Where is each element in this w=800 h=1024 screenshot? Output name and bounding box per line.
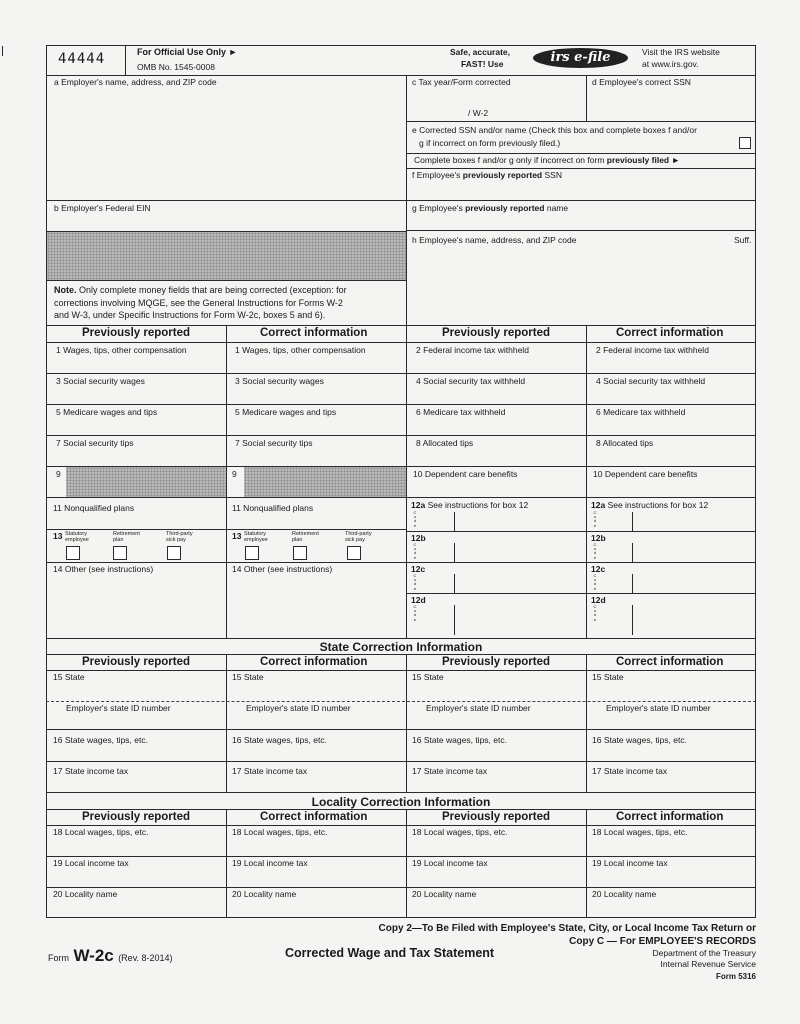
box-20-prev-1-label: 20 Locality name xyxy=(53,889,118,899)
box-19-correct-1-label: 19 Local income tax xyxy=(232,858,308,868)
box-b-label: b Employer's Federal EIN xyxy=(54,203,151,213)
form-number: Form 5316 xyxy=(715,972,756,981)
box-18-prev-2-label: 18 Local wages, tips, etc. xyxy=(412,827,508,837)
state-id-prev-1-label: Employer's state ID number xyxy=(66,703,171,713)
box-13-prev-retirement-label: Retirement plan xyxy=(113,531,140,543)
form-statement-title: Corrected Wage and Tax Statement xyxy=(285,946,495,960)
box-12b-correct-label: 12b xyxy=(591,533,606,543)
copy-c-label: Copy C — For EMPLOYEE'S RECORDS xyxy=(569,936,756,947)
omb-number: OMB No. 1545-0008 xyxy=(137,62,215,72)
box-b-field[interactable] xyxy=(48,214,404,230)
box-4-prev-label: 4 Social security tax withheld xyxy=(416,376,526,386)
state-col-correct-2: Correct information xyxy=(616,656,724,668)
box-13-prev-statutory-label: Statutory employee xyxy=(65,531,89,543)
box-3-correct-label: 3 Social security wages xyxy=(235,376,324,386)
box-8-correct-label: 8 Allocated tips xyxy=(596,438,654,448)
control-number: 44444 xyxy=(58,51,106,67)
box-a-field[interactable] xyxy=(48,90,404,198)
visit-irs-2: at www.irs.gov. xyxy=(642,59,699,69)
col-header-correct-2: Correct information xyxy=(616,327,724,339)
box-20-correct-2-label: 20 Locality name xyxy=(592,889,657,899)
locality-col-prev-1: Previously reported xyxy=(82,811,191,823)
box-f-label: f Employee's previously reported SSN xyxy=(412,170,562,180)
box-11-correct-label: 11 Nonqualified plans xyxy=(232,503,314,513)
box-c-label: c Tax year/Form corrected xyxy=(412,77,511,87)
box-10-correct-label: 10 Dependent care benefits xyxy=(593,469,698,479)
box-4-correct-label: 4 Social security tax withheld xyxy=(596,376,706,386)
box-12d-prev-label: 12d xyxy=(411,595,426,605)
box-13-correct-statutory-checkbox[interactable] xyxy=(245,546,259,560)
safe-text-1: Safe, accurate, xyxy=(450,47,511,57)
box-12a-correct-label: 12a See instructions for box 12 xyxy=(591,500,709,510)
box-9-prev-label: 9 xyxy=(56,469,61,479)
shaded-area-top xyxy=(47,232,406,280)
state-col-prev-2: Previously reported xyxy=(442,656,551,668)
state-id-correct-1-label: Employer's state ID number xyxy=(246,703,351,713)
box-3-prev-label: 3 Social security wages xyxy=(56,376,145,386)
state-section-title: State Correction Information xyxy=(319,640,483,654)
box-7-correct-label: 7 Social security tips xyxy=(235,438,313,448)
box-16-prev-2-label: 16 State wages, tips, etc. xyxy=(412,735,507,745)
box-13-correct-thirdparty-checkbox[interactable] xyxy=(347,546,361,560)
box-9-correct-shaded xyxy=(244,467,406,497)
locality-col-correct-2: Correct information xyxy=(616,811,724,823)
box-6-correct-label: 6 Medicare tax withheld xyxy=(596,407,686,417)
box-1-correct-label: 1 Wages, tips, other compensation xyxy=(235,345,366,355)
copy-2-label: Copy 2—To Be Filed with Employee's State, City, or Local Income Tax Return or xyxy=(378,923,756,934)
money-fields-note: Note. Only complete money fields that are being corrected (exception: for corrections involving MQGE, see the General Instructions for Forms W-2 and W-3, under Specific Instructions for Form W-2c, boxes 5 and 6). xyxy=(54,285,347,320)
box-c-form: / W-2 xyxy=(468,108,489,118)
box-g-label: g Employee's previously reported name xyxy=(412,203,569,213)
box-d-field[interactable] xyxy=(588,90,754,120)
box-13-correct-thirdparty-label: Third-party sick pay xyxy=(345,531,372,543)
box-17-prev-1-label: 17 State income tax xyxy=(53,766,129,776)
box-12c-correct-label: 12c xyxy=(591,564,606,574)
box-12c-correct-code: C o d e xyxy=(593,573,597,591)
box-5-prev-label: 5 Medicare wages and tips xyxy=(56,407,158,417)
locality-col-correct-1: Correct information xyxy=(260,811,368,823)
col-header-prev-1: Previously reported xyxy=(82,327,191,339)
box-7-prev-label: 7 Social security tips xyxy=(56,438,134,448)
box-h-field[interactable] xyxy=(408,248,754,324)
box-1-prev-label: 1 Wages, tips, other compensation xyxy=(56,345,187,355)
box-12c-prev-label: 12c xyxy=(411,564,426,574)
box-19-prev-2-label: 19 Local income tax xyxy=(412,858,488,868)
box-g-field[interactable] xyxy=(408,214,754,229)
box-12a-correct-code: C o d e xyxy=(593,510,597,528)
box-18-prev-1-label: 18 Local wages, tips, etc. xyxy=(53,827,149,837)
box-13-prev-statutory-checkbox[interactable] xyxy=(66,546,80,560)
dept-treasury: Department of the Treasury xyxy=(652,948,756,958)
box-a-label: a Employer's name, address, and ZIP code xyxy=(54,77,217,87)
state-id-prev-2-label: Employer's state ID number xyxy=(426,703,531,713)
box-12b-prev-label: 12b xyxy=(411,533,426,543)
box-6-prev-label: 6 Medicare tax withheld xyxy=(416,407,506,417)
box-e-label-1: e Corrected SSN and/or name (Check this box and complete boxes f and/or xyxy=(412,125,697,135)
box-e-label-2: g if incorrect on form previously filed.) xyxy=(419,138,561,148)
box-18-correct-1-label: 18 Local wages, tips, etc. xyxy=(232,827,328,837)
box-2-prev-label: 2 Federal income tax withheld xyxy=(416,345,529,355)
box-17-correct-2-label: 17 State income tax xyxy=(592,766,668,776)
box-15-prev-2-label: 15 State xyxy=(412,672,444,682)
box-d-label: d Employee's correct SSN xyxy=(592,77,691,87)
col-header-correct-1: Correct information xyxy=(260,327,368,339)
form-name: Form W-2c (Rev. 8-2014) xyxy=(48,946,173,965)
box-12d-correct-code: C o d e xyxy=(593,604,597,622)
box-12c-prev-code: C o d e xyxy=(413,573,417,591)
box-13-prev-label: 13 xyxy=(53,531,63,541)
box-f-field[interactable] xyxy=(408,182,754,199)
box-12d-prev-code: C o d e xyxy=(413,604,417,622)
box-17-correct-1-label: 17 State income tax xyxy=(232,766,308,776)
box-h-suffix-label: Suff. xyxy=(734,235,752,245)
state-col-prev-1: Previously reported xyxy=(82,656,191,668)
box-e-checkbox[interactable] xyxy=(739,137,751,149)
box-13-correct-retirement-label: Retirement plan xyxy=(292,531,319,543)
safe-text-2: FAST! Use xyxy=(461,59,504,69)
box-13-correct-statutory-label: Statutory employee xyxy=(244,531,268,543)
visit-irs-1: Visit the IRS website xyxy=(642,47,720,57)
complete-boxes-note: Complete boxes f and/or g only if incorrect on form previously filed ► xyxy=(414,155,680,165)
box-13-prev-thirdparty-label: Third-party sick pay xyxy=(166,531,193,543)
box-17-prev-2-label: 17 State income tax xyxy=(412,766,488,776)
box-h-label: h Employee's name, address, and ZIP code xyxy=(412,235,577,245)
locality-col-prev-2: Previously reported xyxy=(442,811,551,823)
box-14-prev-label: 14 Other (see instructions) xyxy=(53,564,154,574)
box-15-correct-2-label: 15 State xyxy=(592,672,624,682)
col-header-prev-2: Previously reported xyxy=(442,327,551,339)
locality-section-title: Locality Correction Information xyxy=(311,795,491,809)
box-13-prev-thirdparty-checkbox[interactable] xyxy=(167,546,181,560)
state-col-correct-1: Correct information xyxy=(260,656,368,668)
box-5-correct-label: 5 Medicare wages and tips xyxy=(235,407,337,417)
box-9-correct-label: 9 xyxy=(232,469,237,479)
box-11-prev-label: 11 Nonqualified plans xyxy=(53,503,135,513)
box-13-correct-retirement-checkbox[interactable] xyxy=(293,546,307,560)
state-id-correct-2-label: Employer's state ID number xyxy=(606,703,711,713)
box-12a-prev-code: C o d e xyxy=(413,510,417,528)
box-18-correct-2-label: 18 Local wages, tips, etc. xyxy=(592,827,688,837)
box-16-prev-1-label: 16 State wages, tips, etc. xyxy=(53,735,148,745)
box-c-field[interactable] xyxy=(408,90,584,120)
box-13-correct-label: 13 xyxy=(232,531,242,541)
box-10-prev-label: 10 Dependent care benefits xyxy=(413,469,518,479)
box-12a-prev-label: 12a See instructions for box 12 xyxy=(411,500,529,510)
box-16-correct-2-label: 16 State wages, tips, etc. xyxy=(592,735,687,745)
box-19-correct-2-label: 19 Local income tax xyxy=(592,858,668,868)
irs-efile-logo: irs e-file xyxy=(533,48,628,68)
box-12d-correct-label: 12d xyxy=(591,595,606,605)
official-use-label: For Official Use Only ► xyxy=(137,47,238,57)
box-15-correct-1-label: 15 State xyxy=(232,672,264,682)
box-9-prev-shaded xyxy=(66,467,226,497)
box-19-prev-1-label: 19 Local income tax xyxy=(53,858,129,868)
box-12b-prev-code: C o d e xyxy=(413,542,417,560)
box-15-prev-1-label: 15 State xyxy=(53,672,85,682)
box-8-prev-label: 8 Allocated tips xyxy=(416,438,474,448)
box-12b-correct-code: C o d e xyxy=(593,542,597,560)
box-14-correct-label: 14 Other (see instructions) xyxy=(232,564,333,574)
box-13-prev-retirement-checkbox[interactable] xyxy=(113,546,127,560)
box-20-prev-2-label: 20 Locality name xyxy=(412,889,477,899)
box-16-correct-1-label: 16 State wages, tips, etc. xyxy=(232,735,327,745)
box-20-correct-1-label: 20 Locality name xyxy=(232,889,297,899)
box-2-correct-label: 2 Federal income tax withheld xyxy=(596,345,709,355)
irs-service: Internal Revenue Service xyxy=(660,959,756,969)
